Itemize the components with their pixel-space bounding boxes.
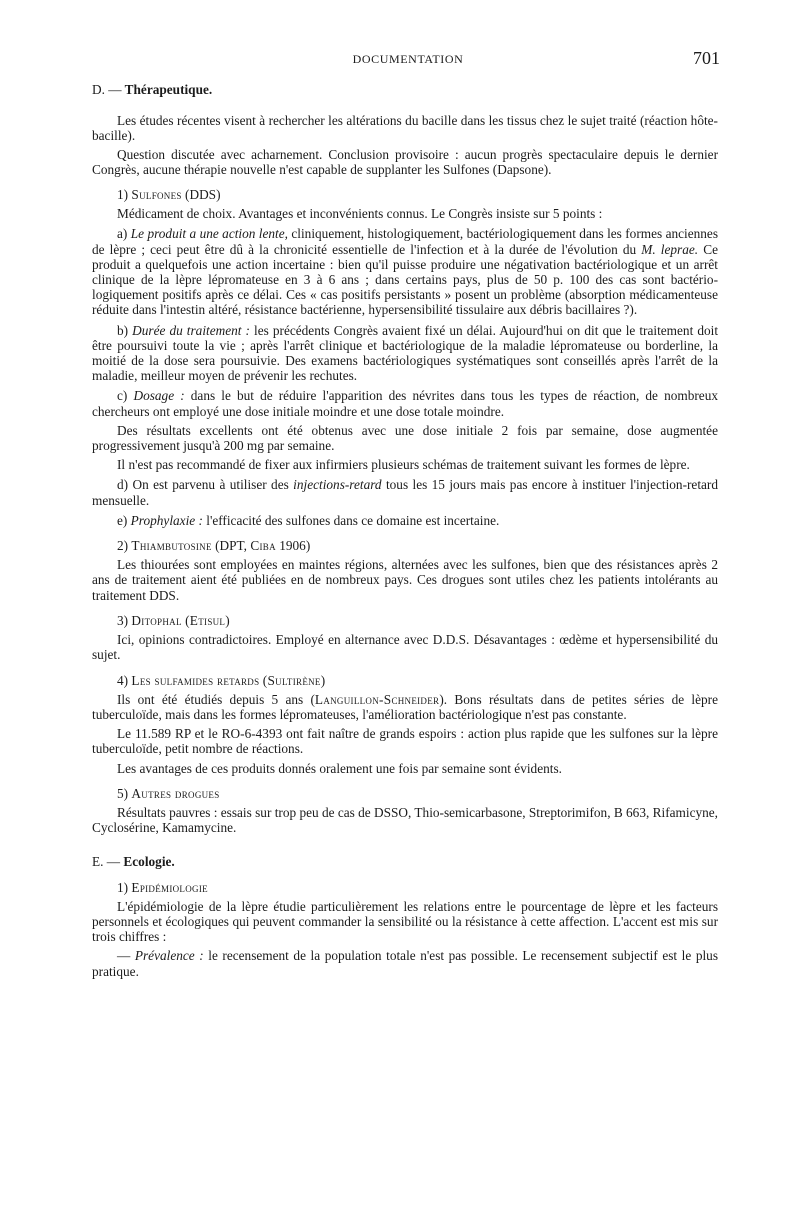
sulfones-point-c — [92, 388, 718, 418]
subsection-name: Sulfones — [131, 187, 182, 203]
subsection-name: Autres drogues — [131, 785, 220, 801]
epidemiologie-text: L'épidémiologie de la lèpre étudie particulièrement les relations entre le pourcentage de lèpre et les facteurs personnels et écologiques qui peuvent commander la sensibilité ou la résistance à cette affection. L'accent est mis sur trois chiffres : — [92, 898, 718, 945]
thiambutosine-text: Les thiourées sont employées en maintes régions, alternées avec les sulfones, bien que des résistances après 2 ans de traitement aient été publiées en de nombreux pays. Ces drogues sont utiles chez les patients intolérants au traitement DDS. — [92, 557, 718, 603]
subsection-number: 3) — [117, 612, 129, 628]
sulfamides-text-1: Ils ont été étudiés depuis 5 ans ( — [117, 691, 315, 707]
point-e-text: l'efficacité des sulfones dans ce domaine est incertaine. — [206, 512, 500, 528]
subsection-ditophal-heading — [92, 613, 718, 628]
sulfones-point-a — [92, 226, 718, 317]
sulfones-point-c-paragraph-2: Des résultats excellents ont été obtenus avec une dose initiale 2 fois par semaine, dose augmentée progressivement jusqu'à 200 mg par semaine. — [92, 422, 718, 454]
sulfamides-paragraph-3: Les avantages de ces produits donnés oralement une fois par semaine sont évidents. — [117, 760, 562, 776]
prevalence-paragraph — [92, 948, 718, 978]
subsection-paren: (Etisul) — [185, 612, 230, 628]
page-body — [92, 80, 718, 979]
section-e-title: Ecologie. — [123, 854, 175, 870]
point-label: b) — [117, 322, 129, 338]
prevalence-dash: — — [117, 948, 131, 964]
point-a-text-2: Ce produit a quelquefois une action incertaine : bien qu'il puisse produire une négativation bactériologique et un arrêt clinique de la lèpre lépromateuse en 3 à 6 ans ; dans certains pays, plus de 50 p. 100 des cas sont bactériologiquement positifs après ce délai. Ces « cas positifs persistants » posent un problème (absorption médicamenteuse réduite dans l'intestin altéré, résistance bactérienne, hypersensibilité tissulaire aux débris bacillaires ?). — [92, 241, 719, 318]
page-number: 701 — [693, 48, 720, 68]
prevalence-text: le recensement de la population totale n'est pas possible. Le recensement subjectif est le plus pratique. — [92, 948, 719, 979]
running-head: DOCUMENTATION — [352, 52, 464, 66]
point-b-italic: Durée du traitement : — [132, 322, 250, 338]
point-d-text-2: tous les 15 jours mais pas encore à instituer l'injection-retard mensuelle. — [92, 477, 719, 508]
subsection-number: 1) — [117, 187, 129, 203]
page-header — [96, 48, 720, 72]
ditophal-text: Ici, opinions contradictoires. Employé en alternance avec D.D.S. Désavantages : œdème et hypersensibilité du sujet. — [92, 632, 718, 663]
subsection-name: Les sulfamides retards — [131, 672, 260, 688]
point-a-text: cliniquement, histologiquement, bactériologiquement dans les formes anciennes de lèpre ; ceci peut être dû à la chronicité essentielle de l'infection et à la durée de l'évolution du — [92, 226, 718, 257]
point-label: a) — [117, 226, 128, 242]
subsection-number: 2) — [117, 538, 129, 554]
autres-text: Résultats pauvres : essais sur trop peu de cas de DSSO, Thio-semicarbasone, Streptorimifon, B 663, Rifamicyne, Cyclosérine, Kamamycine. — [92, 804, 718, 836]
point-d-italic: injections-retard — [293, 477, 382, 493]
sulfones-point-d — [92, 477, 718, 507]
subsection-paren-close: 1906) — [279, 538, 311, 554]
subsection-number: 5) — [117, 785, 129, 801]
point-label: d) — [117, 477, 129, 493]
point-e-italic: Prophylaxie : — [130, 512, 203, 528]
subsection-epidemiologie-heading — [92, 880, 718, 895]
section-d-title: Thérapeutique. — [124, 82, 213, 97]
section-d-letter: D. — — [92, 82, 122, 97]
subsection-thiambutosine-heading — [92, 538, 718, 553]
subsection-name: Epidémiologie — [131, 879, 208, 895]
section-d-paragraph-1: Les études récentes visent à rechercher les altérations du bacille dans les tissus chez le sujet traité (réaction hôte-bacille). — [92, 113, 718, 144]
subsection-number: 1) — [117, 879, 129, 895]
sulfamides-lab: Languillon-Schneider — [314, 691, 440, 707]
section-d-heading — [92, 82, 718, 97]
point-label: e) — [117, 512, 128, 528]
sulfones-point-b — [92, 323, 718, 384]
sulfones-point-c-paragraph-3: Il n'est pas recommandé de fixer aux infirmiers plusieurs schémas de traitement suivant les formes de lèpre. — [117, 457, 690, 473]
point-b-text: les précédents Congrès avaient fixé un délai. Aujourd'hui on dit que le traitement doit être poursuivi toute la vie ; après l'arrêt clinique et bactériologique de la maladie lépromateuse ou borderline, la moitié de la dose sera poursuivie. Des examens bactériologiques systématiques sont conseillés après l'arrêt de la maladie, meilleur moyen de prévenir les rechutes. — [92, 322, 719, 384]
subsection-maker: Ciba — [250, 538, 276, 554]
section-e-heading — [92, 854, 718, 869]
point-a-species: M. leprae. — [641, 241, 699, 257]
point-label: c) — [117, 388, 128, 404]
sulfamides-text-2: ). Bons résultats dans de petites séries de lèpre tuberculoïde, mais dans les formes lépromateuses, l'amélioration bactériologique n'est pas constante. — [92, 691, 718, 722]
subsection-name: Ditophal — [131, 612, 182, 628]
subsection-paren: (Sultirène) — [262, 672, 326, 688]
section-e-letter: E. — — [92, 854, 121, 870]
sulfones-point-e — [92, 513, 718, 528]
sulfamides-text — [92, 692, 718, 722]
sulfamides-paragraph-2: Le 11.589 RP et le RO-6-4393 ont fait naître de grands espoirs : action plus rapide que les sulfones sur la lèpre tuberculoïde, petit nombre de réactions. — [92, 726, 718, 757]
point-a-italic: Le produit a une action lente, — [130, 226, 288, 242]
subsection-number: 4) — [117, 672, 129, 688]
subsection-paren-open: (DPT, — [215, 538, 247, 554]
point-c-text: dans le but de réduire l'apparition des névrites dans tous les types de réaction, de nombreux chercheurs ont employé une dose initiale moindre et une dose totale moindre. — [92, 388, 718, 419]
prevalence-italic: Prévalence : — [134, 948, 204, 964]
point-c-italic: Dosage : — [133, 388, 185, 404]
subsection-autres-heading — [92, 786, 718, 801]
subsection-sulfamides-heading — [92, 673, 718, 688]
subsection-sulfones-heading — [92, 187, 718, 202]
subsection-name: Thiambutosine — [131, 538, 212, 554]
point-d-text: On est parvenu à utiliser des — [132, 477, 289, 493]
subsection-paren: (DDS) — [185, 187, 221, 203]
section-d-paragraph-2: Question discutée avec acharnement. Conclusion provisoire : aucun progrès spectaculaire depuis le dernier Congrès, aucune thérapie nouvelle n'est capable de supplanter les Sulfones (Dapsone). — [92, 146, 718, 177]
sulfones-intro: Médicament de choix. Avantages et inconvénients connus. Le Congrès insiste sur 5 points : — [117, 206, 603, 222]
